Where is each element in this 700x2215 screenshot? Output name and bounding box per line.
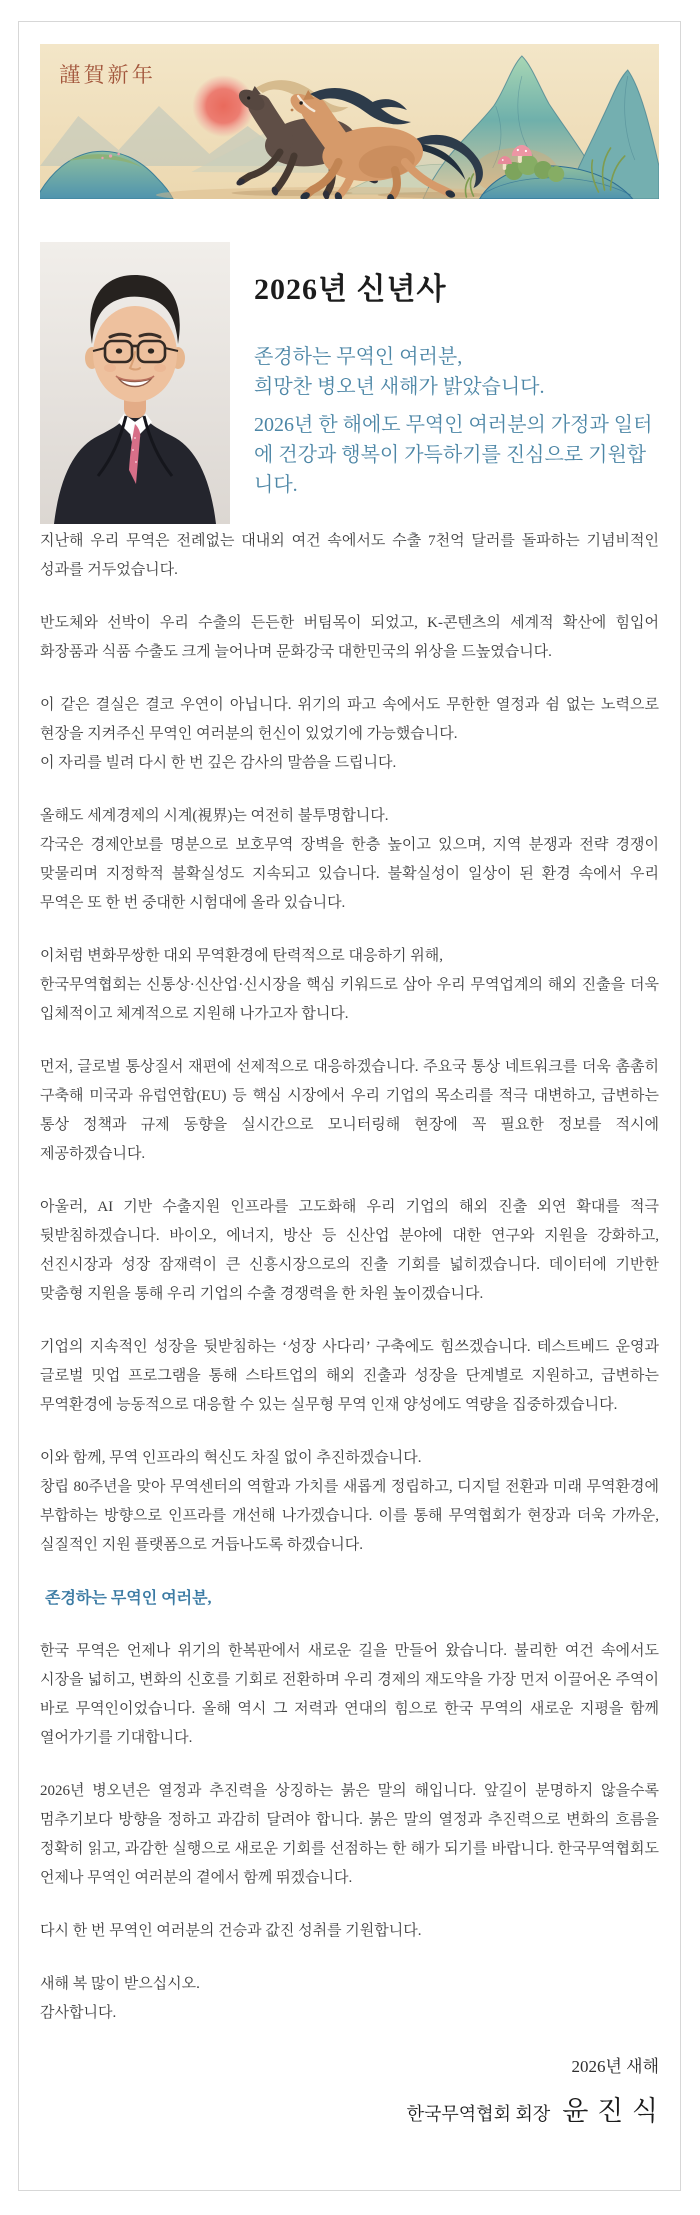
letter-frame	[18, 21, 681, 2191]
greeting-line-2: 희망찬 병오년 새해가 밝았습니다.	[254, 376, 545, 398]
body-heading-respected-traders: 존경하는 무역인 여러분,	[45, 1590, 212, 1607]
body-paragraph: 먼저, 글로벌 통상질서 재편에 선제적으로 대응하겠습니다. 주요국 통상 네트워크를 더욱 촘촘히 구축해 미국과 유럽연합(EU) 등 핵심 시장에서 우리 기업의 목소리를 적극 대변하고, 급변하는 통상 정책과 규제 동향을 실시간으로 모니터링해 현장에 꼭 필요한 정보를 적시에 제공하겠습니다.	[40, 1059, 659, 1162]
body-paragraph: 지난해 우리 무역은 전례없는 대내외 여건 속에서도 수출 7천억 달러를 돌파하는 기념비적인 성과를 거두었습니다.	[40, 533, 659, 578]
body-paragraph: 이 같은 결실은 결코 우연이 아닙니다. 위기의 파고 속에서도 무한한 열정과 쉼 없는 노력으로 현장을 지켜주신 무역인 여러분의 헌신이 있었기에 가능했습니다. 이 자리를 빌려 다시 한 번 깊은 감사의 말씀을 드립니다.	[40, 697, 659, 771]
signature-name: 윤 진 식	[562, 2096, 659, 2126]
body-paragraph: 아울러, AI 기반 수출지원 인프라를 고도화해 우리 기업의 해외 진출 외연 확대를 적극 뒷받침하겠습니다. 바이오, 에너지, 방산 등 신산업 분야에 대한 연구와 지원을 강화하고, 선진시장과 성장 잠재력이 큰 신흥시장으로의 진출 기회를 넓히겠습니다. 데이터에 기반한 맞춤형 지원을 통해 우리 기업의 수출 경쟁력을 한 차원 높이겠습니다.	[40, 1199, 659, 1302]
banner-seal-text: 謹賀新年	[59, 63, 156, 87]
header-text-column	[254, 242, 659, 524]
body-paragraph: 한국 무역은 언제나 위기의 한복판에서 새로운 길을 만들어 왔습니다. 불리한 여건 속에서도 시장을 넓히고, 변화의 신호를 기회로 전환하며 우리 경제의 재도약을 가장 먼저 이끌어온 주역이 바로 무역인이었습니다. 올해 역시 그 저력과 연대의 힘으로 한국 무역의 새로운 지평을 함께 열어가기를 기대합니다.	[40, 1643, 659, 1746]
greeting-line-1: 존경하는 무역인 여러분,	[254, 346, 463, 368]
red-sun	[192, 75, 255, 137]
body-text	[40, 527, 659, 2028]
header-section	[40, 242, 659, 524]
greeting-wish: 2026년 한 해에도 무역인 여러분의 가정과 일터에 건강과 행복이 가득하기를 진심으로 기원합니다.	[254, 414, 653, 496]
body-paragraph: 올해도 세계경제의 시계(視界)는 여전히 불투명합니다. 각국은 경제안보를 명분으로 보호무역 장벽을 한층 높이고 있으며, 지역 분쟁과 전략 경쟁이 맞물리며 지정학적 불확실성도 지속되고 있습니다. 불확실성이 일상이 된 환경 속에서 우리 무역은 또 한 번 중대한 시험대에 올라 있습니다.	[40, 808, 659, 911]
body-paragraph: 이와 함께, 무역 인프라의 혁신도 차질 없이 추진하겠습니다. 창립 80주년을 맞아 무역센터의 역할과 가치를 새롭게 정립하고, 디지털 전환과 미래 무역환경에 부합하는 방향으로 인프라를 개선해 나가겠습니다. 이를 통해 무역협회가 현장과 더욱 가까운, 실질적인 지원 플랫폼으로 거듭나도록 하겠습니다.	[40, 1450, 659, 1553]
page-title: 2026년 신년사	[254, 273, 447, 306]
body-paragraph: 이처럼 변화무쌍한 대외 무역환경에 탄력적으로 대응하기 위해, 한국무역협회는 신통상·신산업·신시장을 핵심 키워드로 삼아 우리 무역업계의 해외 진출을 더욱 입체적이고 체계적으로 지원해 나가고자 합니다.	[40, 948, 659, 1022]
chairman-portrait-photo	[40, 242, 230, 524]
greeting-intro	[254, 342, 659, 402]
signature-year: 2026년 새해	[571, 2057, 659, 2076]
body-paragraph: 다시 한 번 무역인 여러분의 건승과 값진 성취를 기원합니다.	[40, 1923, 422, 1939]
signature-block	[40, 2052, 659, 2170]
signature-name-line	[40, 2089, 659, 2128]
signature-org-title: 한국무역협회 회장	[406, 2104, 551, 2124]
body-paragraph: 기업의 지속적인 성장을 뒷받침하는 ‘성장 사다리’ 구축에도 힘쓰겠습니다. 테스트베드 운영과 글로벌 밋업 프로그램을 통해 스타트업의 해외 진출과 성장을 단계별로 지원하고, 급변하는 무역환경에 능동적으로 대응할 수 있는 실무형 무역 인재 양성에도 역량을 집중하겠습니다.	[40, 1339, 659, 1413]
new-year-banner-illustration	[40, 44, 659, 199]
body-paragraph: 새해 복 많이 받으십시오. 감사합니다.	[40, 1976, 200, 2021]
body-paragraph: 2026년 병오년은 열정과 추진력을 상징하는 붉은 말의 해입니다. 앞길이 분명하지 않을수록 멈추기보다 방향을 정하고 과감히 달려야 합니다. 붉은 말의 열정과 추진력으로 변화의 흐름을 정확히 읽고, 과감한 실행으로 새로운 기회를 선점하는 한 해가 되기를 바랍니다. 한국무역협회도 언제나 무역인 여러분의 곁에서 함께 뛰겠습니다.	[40, 1783, 659, 1886]
body-paragraph: 반도체와 선박이 우리 수출의 든든한 버팀목이 되었고, K-콘텐츠의 세계적 확산에 힘입어 화장품과 식품 수출도 크게 늘어나며 문화강국 대한민국의 위상을 드높였습니다.	[40, 615, 659, 660]
